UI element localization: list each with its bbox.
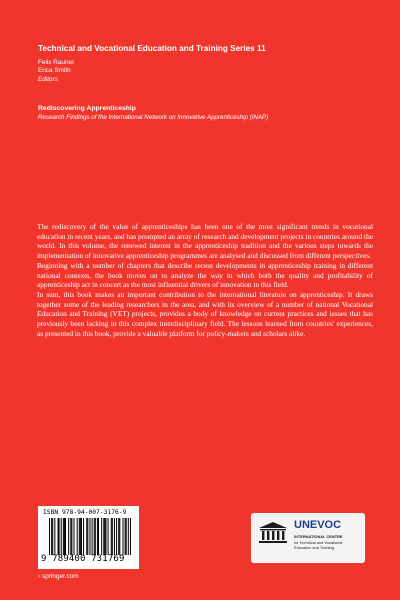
barcode-bar: [111, 518, 112, 555]
barcode-bar: [51, 518, 52, 555]
barcode-bar: [125, 518, 126, 555]
book-title: Rediscovering Apprenticeship: [38, 105, 136, 112]
publisher-link[interactable]: [38, 573, 79, 580]
barcode-bar: [49, 518, 50, 555]
barcode-bar: [54, 518, 55, 555]
blurb-text: [37, 222, 373, 338]
unevoc-subtitle: INTERNATIONAL CENTRE: [294, 534, 343, 539]
unevoc-name: UNEVOC: [294, 519, 342, 531]
barcode-bar: [130, 518, 131, 555]
barcode-bar: [103, 518, 104, 555]
barcode-bar: [87, 518, 88, 555]
barcode-bar: [122, 518, 123, 555]
barcode-bar: [61, 518, 62, 555]
barcode-bar: [104, 518, 105, 555]
barcode-bar: [128, 518, 129, 555]
barcode-bar: [70, 518, 71, 555]
barcode-bar: [64, 518, 65, 555]
barcode-digits: 9 789400 731769: [41, 554, 125, 564]
barcode-bar: [116, 518, 117, 555]
barcode-bar: [80, 518, 81, 555]
barcode-bar: [59, 518, 60, 555]
isbn-label: ISBN 978-94-007-3176-9: [43, 509, 127, 516]
book-subtitle: Research Findings of the International Network on Innovative Apprenticeship (INAP): [38, 114, 269, 121]
barcode-bar: [89, 518, 90, 555]
barcode-bar: [92, 518, 93, 555]
barcode-bar: [108, 518, 109, 555]
barcode-bar: [94, 518, 95, 555]
barcode-bar: [119, 518, 120, 555]
barcode-bar: [126, 518, 127, 555]
barcode-bar: [98, 518, 99, 555]
barcode-bar: [86, 518, 87, 555]
barcode-bar: [71, 518, 72, 555]
blurb-paragraph: In sum, this book makes an important contribution to the international literature on apprenticeship. It draws together some of the leading researchers in the area, and with its overview of a number of national Vocational Education and Training (VET) projects, provides a body of knowledge on current practices and issues that has previously been lacking in this complex interdisciplinary field. The lessons learned from countries' experiences, as presented in this book, provide a valuable platform for policy-makers and scholars alike.: [37, 289, 373, 338]
barcode-bar: [63, 518, 64, 555]
barcode-bar: [83, 518, 84, 555]
barcode-bar: [68, 518, 69, 555]
barcode-bar: [77, 518, 78, 555]
barcode-bar: [81, 518, 82, 555]
barcode-bar: [79, 518, 80, 555]
editor-name: Felix Rauner: [38, 59, 75, 66]
barcode-bar: [58, 518, 59, 555]
barcode-bar: [73, 518, 74, 555]
barcode-bar: [118, 518, 119, 555]
blurb-paragraph: The rediscovery of the value of apprenticeships has been one of the most significant trends in vocational education in recent years, and has prompted an array of research and development projects in countries around the world. In this volume, the renewed interest in the apprenticeship tradition and the various steps towards the implementation of innovative apprenticeship programmes are analysed and discussed from different perspectives.: [37, 222, 373, 261]
barcode-bar: [95, 518, 96, 555]
editors-block: [38, 59, 74, 84]
unesco-temple-icon: [257, 520, 289, 546]
barcode-bar: [101, 518, 102, 555]
unevoc-logo-box: [251, 513, 365, 563]
publisher-site: springer.com: [42, 573, 79, 580]
barcode-bar: [65, 518, 66, 555]
barcode-bar: [97, 518, 98, 555]
barcode-bar: [114, 518, 115, 555]
unevoc-description: for Technical and Vocational Education and Training: [294, 540, 343, 550]
arrow-icon: ›: [38, 574, 40, 580]
barcode-bar: [112, 518, 113, 555]
barcode-bar: [105, 518, 106, 555]
editors-role: Editors: [38, 75, 58, 83]
barcode-bar: [52, 518, 53, 555]
blurb-paragraph: Beginning with a number of chapters that describe recent developments in apprenticeship training in different national contexts, the book moves on to analyze the way in which both the quality and profitability of apprenticeship act in concert as the most influential drivers of innovation in this field.: [37, 260, 373, 290]
barcode: [38, 506, 139, 569]
editor-name: Erica Smith: [38, 67, 71, 75]
series-title: Technical and Vocational Education and Training Series 11: [38, 44, 266, 53]
barcode-bars: [49, 518, 131, 555]
